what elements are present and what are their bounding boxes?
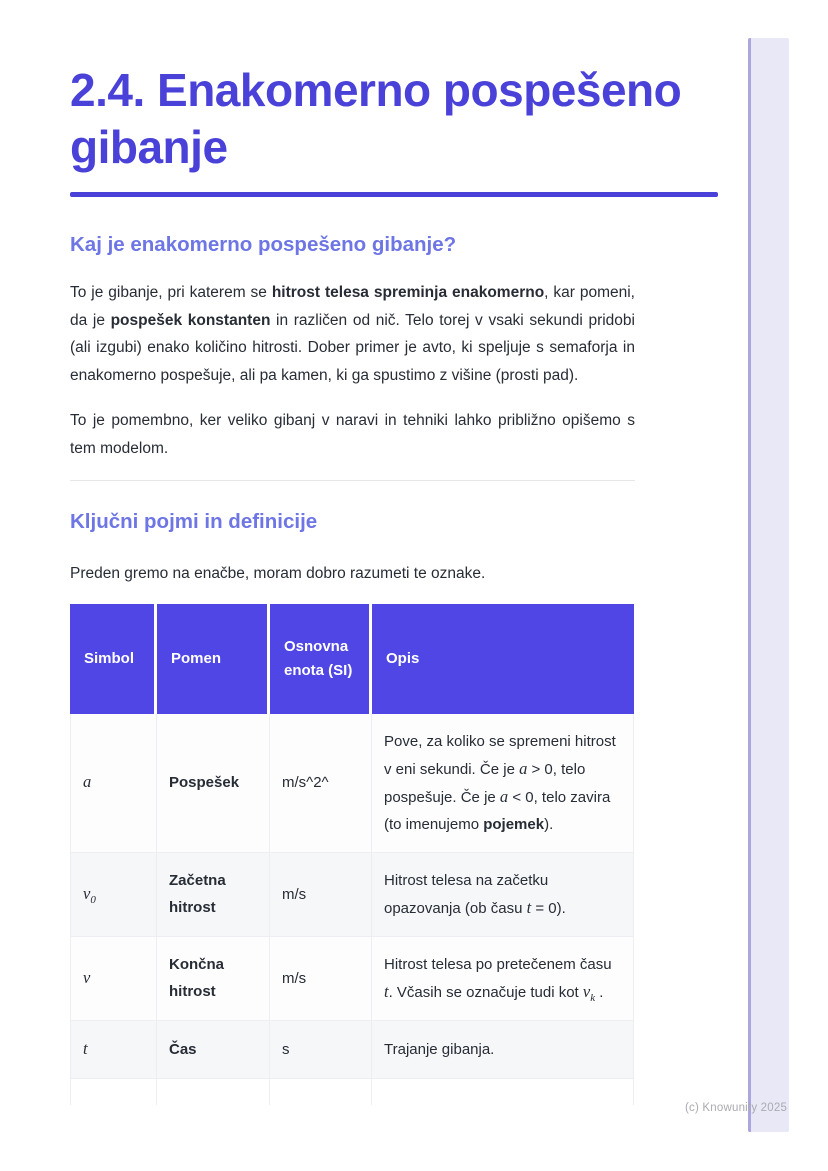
definitions-table	[70, 604, 634, 1105]
page-title: 2.4. Enakomerno pospešeno gibanje	[70, 64, 682, 173]
table-row	[70, 853, 634, 937]
cell-simbol: t	[70, 1021, 157, 1079]
cell-opis: Pove, za koliko se spremeni hitrost v eni sekundi. Če je a > 0, telo pospešuje. Če je a < 0, telo zavira (to imenujemo pojemek).	[372, 714, 634, 853]
table-row	[70, 714, 634, 853]
section-divider	[70, 480, 635, 481]
cell-pomen: Čas	[157, 1021, 270, 1079]
cell-opis: Trajanje gibanja.	[372, 1021, 634, 1079]
column-header-simbol: Simbol	[70, 604, 157, 714]
cell-enota: m/s	[270, 937, 372, 1021]
cell-empty	[157, 1079, 270, 1105]
cell-opis: Hitrost telesa na začetku opazovanja (ob času t = 0).	[372, 853, 634, 937]
scrollbar[interactable]	[748, 38, 789, 1132]
column-header-opis: Opis	[372, 604, 634, 714]
section-heading-key-terms: Ključni pojmi in definicije	[70, 510, 318, 533]
cell-opis: Hitrost telesa po pretečenem času t. Včasih se označuje tudi kot $v_k$ .	[372, 937, 634, 1021]
table-header-row	[70, 604, 634, 714]
table-row	[70, 937, 634, 1021]
table-row	[70, 1021, 634, 1079]
cell-pomen: Začetna hitrost	[157, 853, 270, 937]
cell-enota: m/s	[270, 853, 372, 937]
column-header-pomen: Pomen	[157, 604, 270, 714]
table-intro: Preden gremo na enačbe, moram dobro razumeti te oznake.	[70, 565, 486, 582]
title-rule	[70, 192, 718, 197]
cell-enota: s	[270, 1021, 372, 1079]
cell-simbol: $v_0$	[70, 853, 157, 937]
cell-simbol: a	[70, 714, 157, 853]
cell-empty	[270, 1079, 372, 1105]
copyright-notice: (c) Knowunity 2025	[685, 1102, 788, 1114]
cell-empty	[70, 1079, 157, 1105]
cell-empty	[372, 1079, 634, 1105]
cell-enota: m/s^2^	[270, 714, 372, 853]
cell-pomen: Končna hitrost	[157, 937, 270, 1021]
paragraph-definition: To je gibanje, pri katerem se hitrost telesa spreminja enakomerno, kar pomeni, da je pospešek konstanten in različen od nič. Telo torej v vsaki sekundi pridobi (ali izgubi) enako količino hitrosti. Dober primer je avto, ki speljuje s semaforja in enakomerno pospešuje, ali pa kamen, ki ga spustimo z višine (prosti pad).	[70, 284, 635, 384]
paragraph-importance: To je pomembno, ker veliko gibanj v naravi in tehniki lahko približno opišemo s tem modelom.	[70, 412, 635, 457]
page-content	[70, 0, 718, 1105]
table-row-partial	[70, 1079, 634, 1105]
cell-simbol: v	[70, 937, 157, 1021]
section-heading-what-is: Kaj je enakomerno pospešeno gibanje?	[70, 233, 457, 256]
cell-pomen: Pospešek	[157, 714, 270, 853]
column-header-enota: Osnovna enota (SI)	[270, 604, 372, 714]
